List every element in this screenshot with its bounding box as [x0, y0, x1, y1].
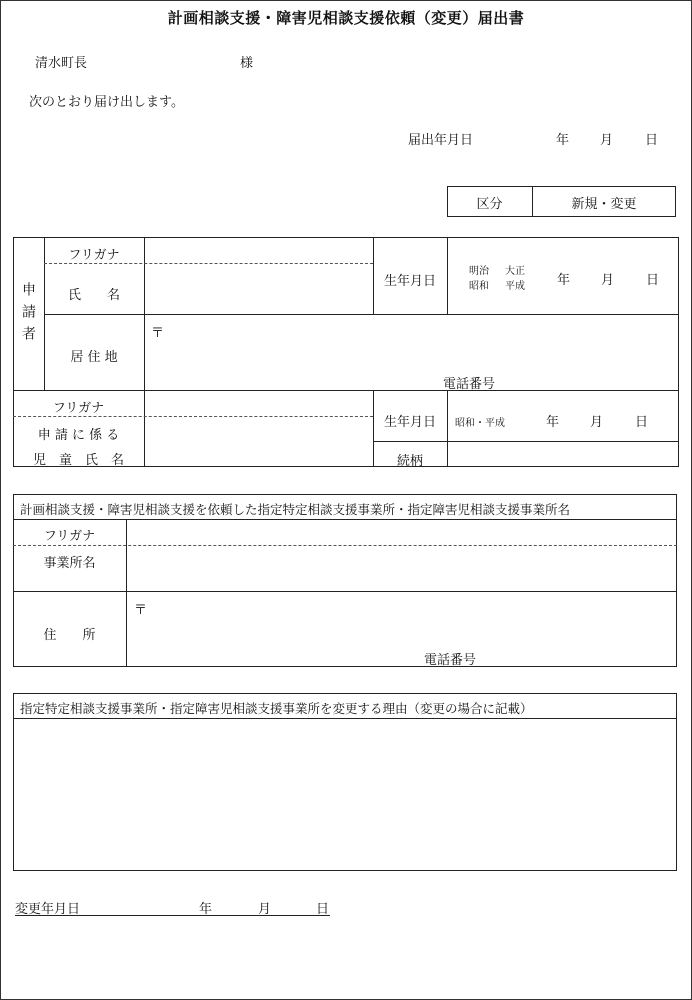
- applicant-birth-year: 年: [557, 273, 571, 288]
- submission-date-day: 日: [645, 133, 659, 148]
- child-birthdate-label: 生年月日: [383, 415, 436, 430]
- child-furigana-label: フリガナ: [52, 401, 105, 416]
- applicant-section-label: 申請者: [20, 282, 36, 348]
- office-name-label: 事業所名: [43, 556, 96, 571]
- document-title: 計画相談支援・障害児相談支援依頼（変更）届出書: [167, 9, 525, 27]
- applicant-name-label: 氏 名: [67, 288, 120, 303]
- addressee-honorific: 様: [240, 56, 254, 71]
- era-meiji: 明治: [469, 266, 489, 277]
- submission-date-month: 月: [600, 133, 614, 148]
- applicant-address-label: 居 住 地: [70, 350, 118, 365]
- child-birth-year: 年: [546, 415, 560, 430]
- era-showa: 昭和: [469, 281, 489, 292]
- era-taisho: 大正: [505, 266, 525, 277]
- applicant-birthdate-label: 生年月日: [383, 274, 436, 289]
- applicant-birth-day: 日: [646, 273, 660, 288]
- submission-date-year: 年: [556, 133, 570, 148]
- category-value: 新規・変更: [571, 197, 637, 212]
- office-address-label: 住 所: [43, 628, 96, 643]
- child-relationship-label: 続柄: [396, 454, 423, 469]
- addressee-name: 清水町長: [35, 56, 88, 71]
- applicant-postal-mark: 〒: [151, 326, 165, 341]
- office-furigana-label: フリガナ: [43, 529, 96, 544]
- applicant-furigana-label: フリガナ: [68, 248, 120, 263]
- submission-date-label: 届出年月日: [408, 133, 474, 148]
- office-postal-mark: 〒: [134, 603, 148, 618]
- intro-text: 次のとおり届け出します。: [29, 95, 184, 110]
- era-heisei: 平成: [505, 281, 525, 292]
- child-era: 昭和・平成: [455, 418, 505, 429]
- change-date-label: 変更年月日: [15, 902, 81, 917]
- reason-header: 指定特定相談支援事業所・指定障害児相談支援事業所を変更する理由（変更の場合に記載）: [20, 701, 533, 716]
- office-phone-label: 電話番号: [424, 653, 477, 668]
- applicant-birth-month: 月: [601, 273, 615, 288]
- child-label-line1: 申 請 に 係 る: [37, 428, 120, 443]
- change-date-month: 月: [258, 902, 272, 917]
- office-header: 計画相談支援・障害児相談支援を依頼した指定特定相談支援事業所・指定障害児相談支援事業所名: [20, 502, 571, 517]
- child-label-line2: 児 童 氏 名: [32, 453, 124, 468]
- child-birth-month: 月: [590, 415, 604, 430]
- reason-input-area[interactable]: [14, 719, 676, 870]
- child-birth-day: 日: [635, 415, 649, 430]
- category-label: 区分: [476, 197, 503, 212]
- change-date-day: 日: [316, 902, 330, 917]
- change-date-year: 年: [199, 902, 213, 917]
- applicant-phone-label: 電話番号: [443, 377, 496, 392]
